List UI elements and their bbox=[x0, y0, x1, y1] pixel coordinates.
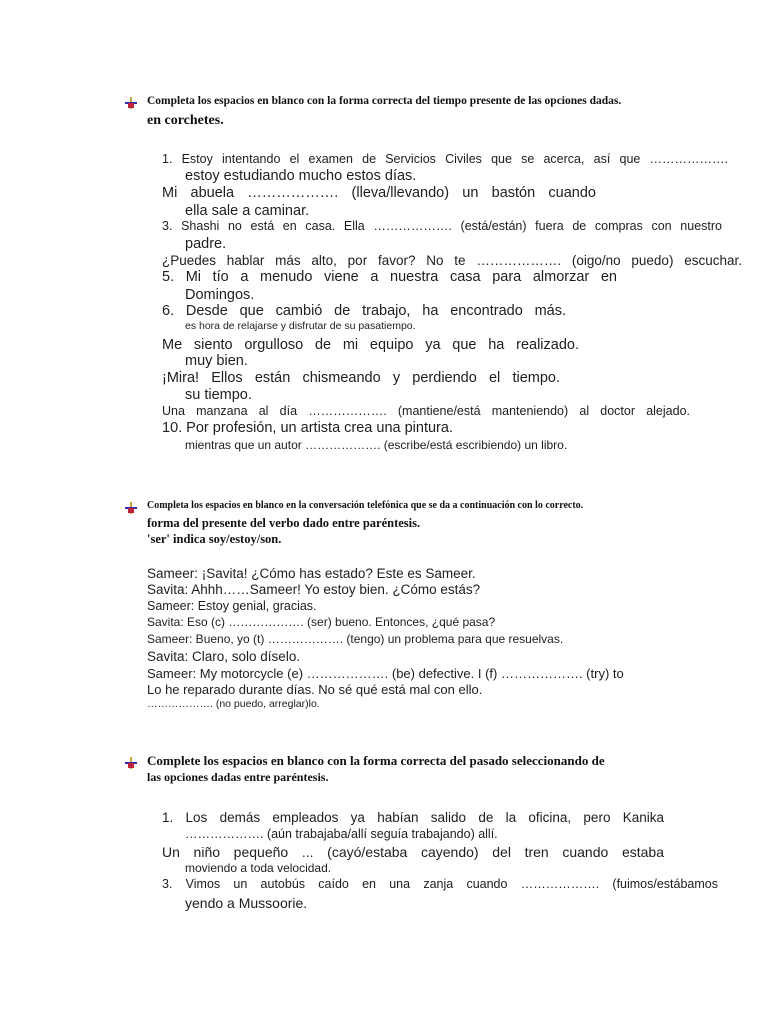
exercise-line: ¿Puedes hablar más alto, por favor? No te ………………. (oigo/no puedo) escuchar. bbox=[162, 253, 742, 268]
exercise-line: Domingos. bbox=[185, 287, 255, 303]
dialogue-line: Savita: Ahhh……Sameer! Yo estoy bien. ¿Cómo estás? bbox=[147, 582, 481, 597]
exercise-line: Un niño pequeño ... (cayó/estaba cayendo) del tren cuando estaba bbox=[162, 844, 664, 860]
bullet-icon bbox=[125, 757, 137, 769]
exercise-line: muy bien. bbox=[185, 353, 248, 369]
exercise-line: moviendo a toda velocidad. bbox=[185, 861, 332, 875]
section1-instruction-cont: en corchetes. bbox=[147, 113, 224, 128]
bullet-icon bbox=[125, 502, 137, 514]
exercise-line: 5. Mi tío a menudo viene a nuestra casa para almorzar en bbox=[162, 269, 617, 285]
section2-instruction-cont: forma del presente del verbo dado entre paréntesis. bbox=[147, 516, 421, 530]
exercise-line: Una manzana al día ………………. (mantiene/está manteniendo) al doctor alejado. bbox=[162, 404, 690, 418]
section2-instruction-cont: 'ser' indica soy/estoy/son. bbox=[147, 532, 282, 546]
exercise-line: Mi abuela ………………. (lleva/llevando) un bastón cuando bbox=[162, 185, 596, 201]
exercise-line: ella sale a caminar. bbox=[185, 203, 310, 219]
dialogue-line: Savita: Eso (c) ………………. (ser) bueno. Entonces, ¿qué pasa? bbox=[147, 615, 496, 629]
exercise-line: 1. Estoy intentando el examen de Servicios Civiles que se acerca, así que ………………. bbox=[162, 152, 728, 166]
exercise-line: es hora de relajarse y disfrutar de su pasatiempo. bbox=[185, 320, 416, 332]
exercise-line: ………………. (aún trabajaba/allí seguía trabajando) allí. bbox=[185, 827, 498, 841]
bullet-icon bbox=[125, 97, 137, 109]
exercise-line: padre. bbox=[185, 236, 227, 252]
section3-instruction: Complete los espacios en blanco con la forma correcta del pasado seleccionando de bbox=[147, 753, 605, 768]
dialogue-line: Sameer: My motorcycle (e) ………………. (be) defective. I (f) ………………. (try) to bbox=[147, 666, 624, 681]
exercise-line: ¡Mira! Ellos están chismeando y perdiendo el tiempo. bbox=[162, 370, 560, 386]
exercise-line: 10. Por profesión, un artista crea una pintura. bbox=[162, 420, 453, 436]
exercise-line: Me siento orgulloso de mi equipo ya que ha realizado. bbox=[162, 337, 579, 353]
dialogue-line: Sameer: ¡Savita! ¿Cómo has estado? Este es Sameer. bbox=[147, 566, 476, 581]
section2-instruction: Completa los espacios en blanco en la conversación telefónica que se da a continuación con lo correcto. bbox=[147, 500, 584, 511]
exercise-line: 3. Shashi no está en casa. Ella ………………. (está/están) fuera de compras con nuestro bbox=[162, 219, 722, 233]
exercise-line: su tiempo. bbox=[185, 387, 252, 403]
exercise-line: 3. Vimos un autobús caído en una zanja cuando ………………. (fuimos/estábamos bbox=[162, 877, 718, 891]
exercise-line: mientras que un autor ………………. (escribe/está escribiendo) un libro. bbox=[185, 438, 568, 452]
section1-instruction: Completa los espacios en blanco con la forma correcta del tiempo presente de las opciones dadas. bbox=[147, 95, 622, 107]
dialogue-line: Sameer: Estoy genial, gracias. bbox=[147, 599, 317, 613]
dialogue-line: ………………. (no puedo, arreglar)lo. bbox=[147, 698, 320, 710]
dialogue-line: Savita: Claro, solo díselo. bbox=[147, 649, 301, 664]
dialogue-line: Lo he reparado durante días. No sé qué está mal con ello. bbox=[147, 682, 483, 697]
dialogue-line: Sameer: Bueno, yo (t) ………………. (tengo) un problema para que resuelvas. bbox=[147, 632, 564, 646]
exercise-line: 1. Los demás empleados ya habían salido de la oficina, pero Kanika bbox=[162, 810, 664, 825]
exercise-line: yendo a Mussoorie. bbox=[185, 895, 308, 911]
exercise-line: 6. Desde que cambió de trabajo, ha encontrado más. bbox=[162, 303, 566, 319]
section3-instruction-cont: las opciones dadas entre paréntesis. bbox=[147, 770, 329, 784]
exercise-line: estoy estudiando mucho estos días. bbox=[185, 168, 417, 184]
